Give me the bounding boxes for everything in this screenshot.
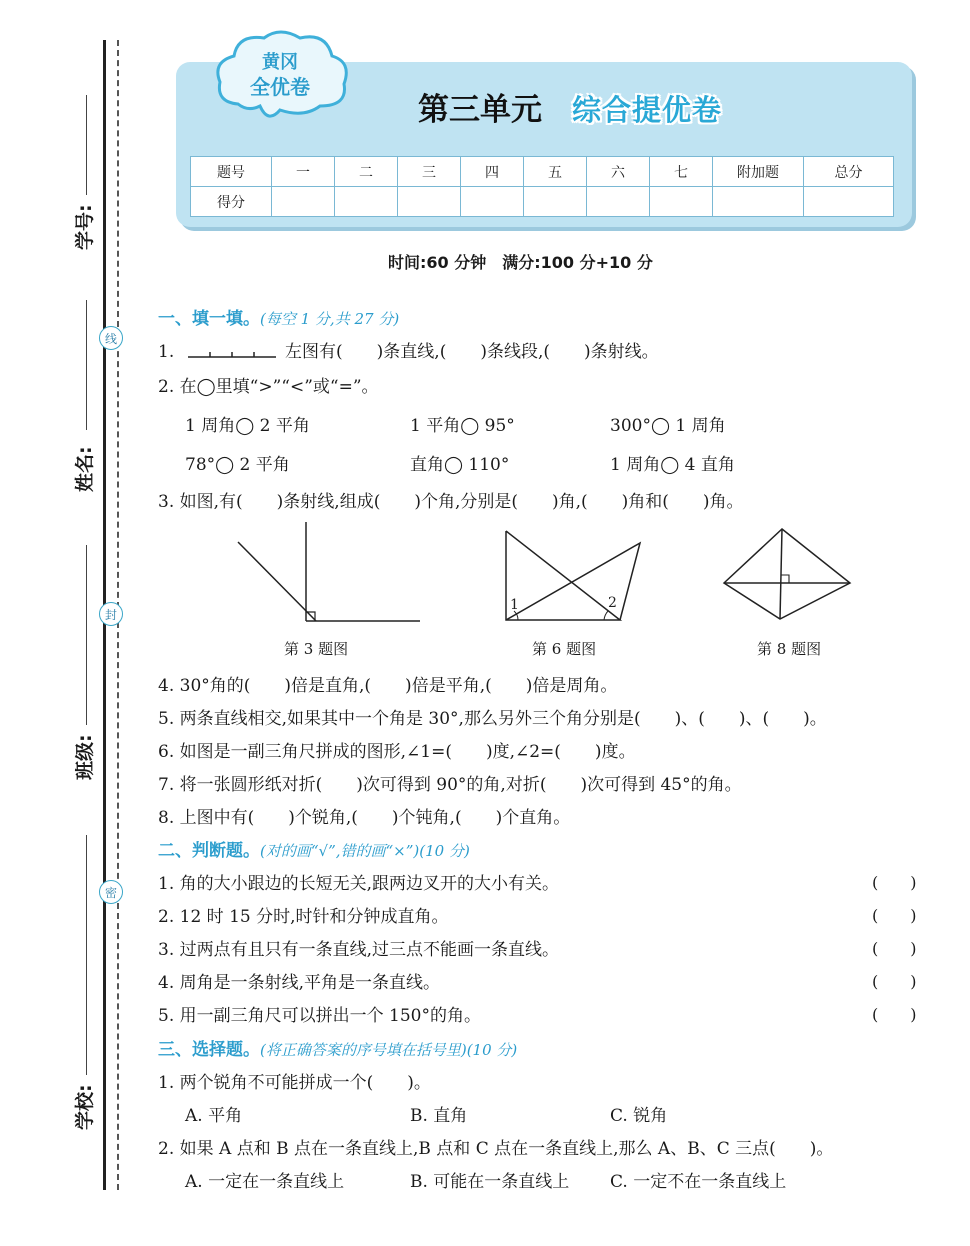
compare-2: 1 平角◯ 95° [410, 416, 515, 436]
unit-subtitle: 综合提优卷 [572, 93, 723, 127]
score-cell[interactable] [461, 187, 524, 217]
section-2-note: (对的画“√”,错的画“×”)(10 分) [260, 842, 470, 860]
student-number-line [86, 95, 87, 195]
choice-question-1: 1. 两个锐角不可能拼成一个( )。 [158, 1073, 431, 1093]
score-cell[interactable] [524, 187, 587, 217]
section-1-heading [158, 304, 399, 329]
question-1-6: 6. 如图是一副三角尺拼成的图形,∠1=( )度,∠2=( )度。 [158, 742, 636, 762]
class-line [86, 545, 87, 725]
section-1-title: 一、填一填。 [158, 309, 260, 329]
name-line [86, 300, 87, 430]
score-row-head: 题号 [191, 157, 272, 187]
logo-line2: 全优卷 [250, 75, 310, 99]
score-cell[interactable] [272, 187, 335, 217]
choice-question-2: 2. 如果 A 点和 B 点在一条直线上,B 点和 C 点在一条直线上,那么 A、B、C 三点( )。 [158, 1139, 834, 1159]
score-col-7: 七 [650, 157, 713, 187]
question-1-2: 2. 在◯里填“>”“<”或“=”。 [158, 377, 379, 397]
section-3-note: (将正确答案的序号填在括号里)(10 分) [260, 1041, 518, 1059]
seal-mark-secret: 密 [99, 880, 123, 904]
judge-answer-4[interactable]: ( ) [872, 972, 917, 991]
choice-2-option-b[interactable]: B. 可能在一条直线上 [410, 1172, 570, 1192]
section-3-title: 三、选择题。 [158, 1040, 260, 1060]
angle-2-label: 2 [608, 595, 617, 611]
figure-q3-angles [230, 520, 430, 630]
choice-2-option-a[interactable]: A. 一定在一条直线上 [185, 1172, 345, 1192]
score-cell[interactable] [650, 187, 713, 217]
score-cell[interactable] [587, 187, 650, 217]
seal-mark-seal: 封 [99, 602, 123, 626]
question-1-4: 4. 30°角的( )倍是直角,( )倍是平角,( )倍是周角。 [158, 676, 618, 696]
points-line-figure [180, 343, 280, 363]
section-2-title: 二、判断题。 [158, 841, 260, 861]
seal-mark-line: 线 [99, 326, 123, 350]
figure-q6-triangles [500, 525, 650, 625]
score-cell[interactable] [398, 187, 461, 217]
judge-answer-1[interactable]: ( ) [872, 873, 917, 892]
section-3-heading [158, 1035, 517, 1060]
score-col-6: 六 [587, 157, 650, 187]
q1-number: 1. [158, 342, 175, 362]
time-score-info: 时间:60 分钟 满分:100 分+10 分 [388, 253, 653, 272]
student-number-label: 学号: [74, 204, 96, 250]
score-col-5: 五 [524, 157, 587, 187]
school-label: 学校: [74, 1084, 96, 1130]
score-col-extra: 附加题 [713, 157, 804, 187]
score-col-2: 二 [335, 157, 398, 187]
question-1-3: 3. 如图,有( )条射线,组成( )个角,分别是( )角,( )角和( )角。 [158, 492, 744, 512]
compare-5: 直角◯ 110° [410, 455, 510, 475]
caption-fig-6: 第 6 题图 [532, 640, 597, 658]
judge-item-3: 3. 过两点有且只有一条直线,过三点不能画一条直线。 [158, 940, 560, 960]
judge-answer-5[interactable]: ( ) [872, 1005, 917, 1024]
score-cell[interactable] [335, 187, 398, 217]
choice-1-option-c[interactable]: C. 锐角 [610, 1106, 668, 1126]
score-row-got: 得分 [191, 187, 272, 217]
judge-item-1: 1. 角的大小跟边的长短无关,跟两边叉开的大小有关。 [158, 874, 560, 894]
q1-text: 左图有( )条直线,( )条线段,( )条射线。 [285, 342, 659, 362]
question-1-8: 8. 上图中有( )个锐角,( )个钝角,( )个直角。 [158, 808, 571, 828]
question-1-5: 5. 两条直线相交,如果其中一个角是 30°,那么另外三个角分别是( )、( )、( )。 [158, 709, 827, 729]
score-header-row [191, 157, 894, 187]
compare-3: 300°◯ 1 周角 [610, 416, 726, 436]
judge-answer-3[interactable]: ( ) [872, 939, 917, 958]
logo-line1: 黄冈 [262, 52, 298, 73]
angle-1-label: 1 [510, 597, 519, 613]
compare-6: 1 周角◯ 4 直角 [610, 455, 735, 475]
figure-q8-quadrilateral [720, 525, 855, 625]
judge-answer-2[interactable]: ( ) [872, 906, 917, 925]
judge-item-4: 4. 周角是一条射线,平角是一条直线。 [158, 973, 441, 993]
judge-item-5: 5. 用一副三角尺可以拼出一个 150°的角。 [158, 1006, 481, 1026]
score-value-row [191, 187, 894, 217]
name-label: 姓名: [74, 446, 96, 492]
judge-item-2: 2. 12 时 15 分时,时针和分钟成直角。 [158, 907, 449, 927]
question-1-7: 7. 将一张圆形纸对折( )次可得到 90°的角,对折( )次可得到 45°的角。 [158, 775, 742, 795]
score-table [190, 156, 894, 217]
class-label: 班级: [74, 734, 96, 780]
compare-1: 1 周角◯ 2 平角 [185, 416, 310, 436]
choice-2-option-c[interactable]: C. 一定不在一条直线上 [610, 1172, 787, 1192]
score-col-4: 四 [461, 157, 524, 187]
choice-1-option-b[interactable]: B. 直角 [410, 1106, 468, 1126]
brand-cloud-logo [208, 26, 354, 122]
score-cell[interactable] [713, 187, 804, 217]
section-1-note: (每空 1 分,共 27 分) [260, 310, 400, 328]
unit-title: 第三单元 [418, 92, 542, 128]
caption-fig-8: 第 8 题图 [757, 640, 822, 658]
school-line [86, 835, 87, 1075]
score-col-3: 三 [398, 157, 461, 187]
score-col-total: 总分 [804, 157, 894, 187]
score-cell[interactable] [804, 187, 894, 217]
compare-4: 78°◯ 2 平角 [185, 455, 290, 475]
choice-1-option-a[interactable]: A. 平角 [185, 1106, 243, 1126]
caption-fig-3: 第 3 题图 [284, 640, 349, 658]
score-col-1: 一 [272, 157, 335, 187]
question-1-1 [158, 337, 659, 363]
section-2-heading [158, 836, 470, 861]
